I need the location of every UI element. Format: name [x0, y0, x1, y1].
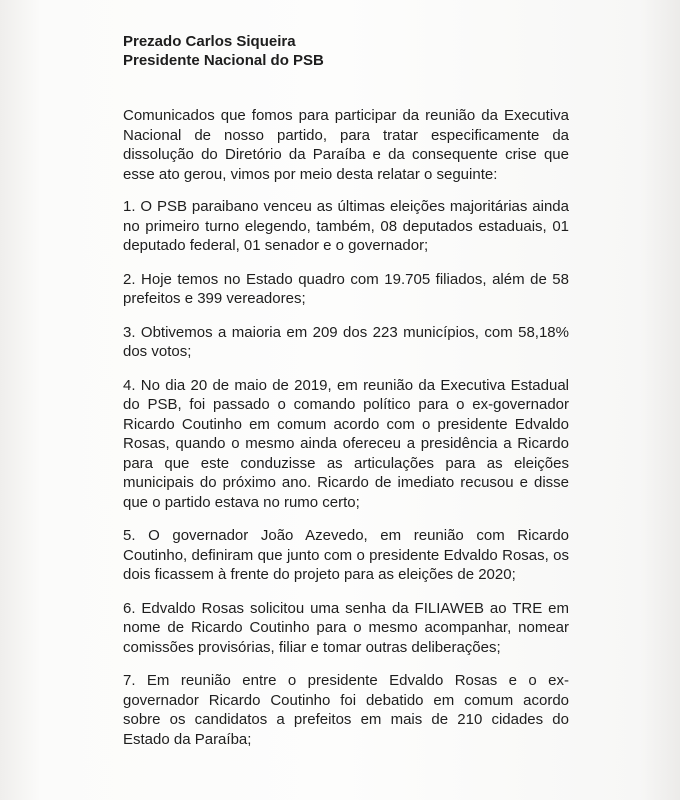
list-item-5: 5. O governador João Azevedo, em reunião com Ricardo Coutinho, definiram que junto com o presidente Edvaldo Rosas, os dois ficassem à frente do projeto para as eleições de 2020;: [123, 527, 569, 583]
list-item-1: 1. O PSB paraibano venceu as últimas eleições majoritárias ainda no primeiro turno elegendo, também, 08 deputados estaduais, 01 deputado federal, 01 senador e o governador;: [123, 198, 569, 254]
list-item-2: 2. Hoje temos no Estado quadro com 19.705 filiados, além de 58 prefeitos e 399 vereadores;: [123, 270, 569, 307]
letter-body: [123, 32, 569, 749]
list-item-6: 6. Edvaldo Rosas solicitou uma senha da FILIAWEB ao TRE em nome de Ricardo Coutinho para o mesmo acompanhar, nomear comissões provisórias, filiar e tomar outras deliberações;: [123, 599, 569, 656]
list-item-4: 4. No dia 20 de maio de 2019, em reunião da Executiva Estadual do PSB, foi passado o comando político para o ex-governador Ricardo Coutinho em comum acordo com o presidente Edvaldo Rosas, quando o mesmo ainda ofereceu a presidência a Ricardo para que este conduzisse as articulações para as eleições municipais do próximo ano. Ricardo de imediato recusou e disse que o partido estava no rumo certo;: [123, 376, 569, 511]
recipient-name: Prezado Carlos Siqueira: [123, 33, 296, 50]
list-item-7: 7. Em reunião entre o presidente Edvaldo Rosas e o ex-governador Ricardo Coutinho foi debatido em comum acordo sobre os candidatos a prefeitos em mais de 210 cidades do Estado da Paraíba;: [123, 672, 569, 748]
list-item-3: 3. Obtivemos a maioria em 209 dos 223 municípios, com 58,18% dos votos;: [123, 323, 569, 360]
intro-paragraph: Comunicados que fomos para participar da reunião da Executiva Nacional de nosso partido, para tratar especificamente da dissolução do Diretório da Paraíba e da consequente crise que esse ato gerou, vimos por meio desta relatar o seguinte:: [123, 107, 569, 183]
recipient-title: Presidente Nacional do PSB: [123, 52, 324, 69]
